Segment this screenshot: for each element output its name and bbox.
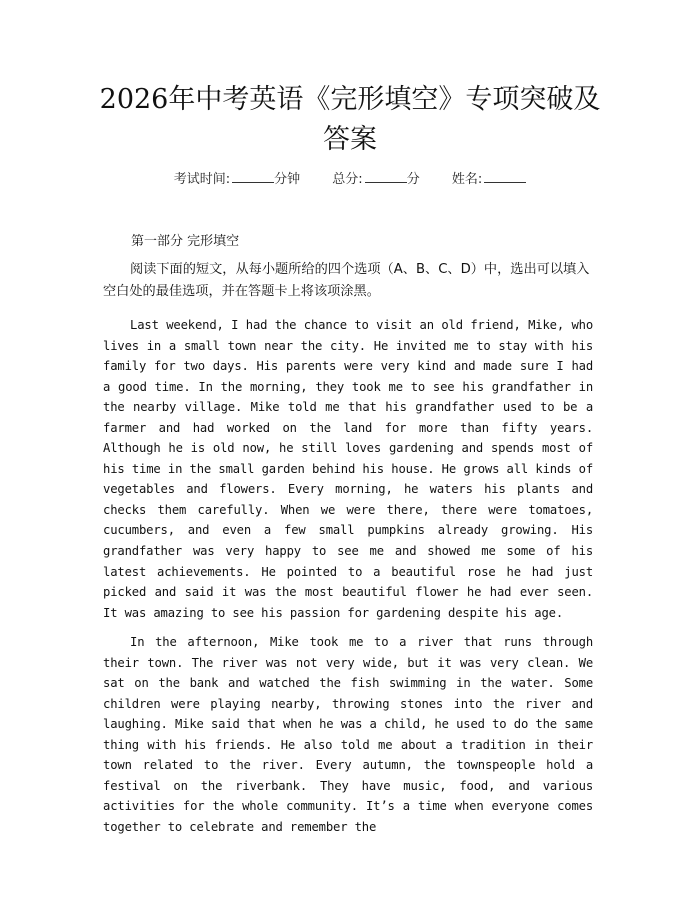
document-title: 2026年中考英语《完形填空》专项突破及答案 bbox=[99, 84, 601, 155]
score-label: 总分: bbox=[332, 172, 363, 187]
exam-score bbox=[332, 172, 424, 187]
passage-paragraph-2: In the afternoon, Mike took me to a river that runs through their town. The river was not very wide, but it was very clean. We sat on the bank and watched the fish swimming in the water. Some children were playing nearby, throwing stones into the river and laughing. Mike said that when he was a child, he used to do the same thing with his friends. He also told me about a tradition in their town related to the river. Every autumn, the townspeople hold a festival on the riverbank. They have music, food, and various activities for the whole community. It’s a time when everyone comes together to celebrate and remember the bbox=[103, 635, 593, 834]
time-unit: 分钟 bbox=[274, 172, 301, 187]
exam-name bbox=[452, 172, 526, 187]
time-label: 考试时间: bbox=[173, 172, 231, 187]
passage-paragraph-1: Last weekend, I had the chance to visit an old friend, Mike, who lives in a small town near the city. He invited me to stay with his family for two days. His parents were very kind and made sure I had a good time. In the morning, they took me to see his grandfather in the nearby village. Mike told me that his grandfather used to be a farmer and had worked on the land for more than fifty years. Although he is old now, he still loves gardening and spends most of his time in the small garden behind his house. He grows all kinds of vegetables and flowers. Every morning, he waters his plants and checks them carefully. When we were there, there were tomatoes, cucumbers, and even a few small pumpkins already growing. His grandfather was very happy to see me and showed me some of his latest achievements. He pointed to a beautiful rose he had just picked and said it was the most beautiful flower he had ever seen. It was amazing to see his passion for gardening despite his age. bbox=[103, 318, 593, 620]
instructions-text: 阅读下面的短文，从每小题所给的四个选项（A、B、C、D）中，选出可以填入空白处的最佳选项，并在答题卡上将该项涂黑。 bbox=[103, 262, 590, 299]
score-unit: 分 bbox=[406, 172, 420, 187]
name-blank bbox=[484, 170, 526, 183]
name-label: 姓名: bbox=[451, 172, 483, 187]
time-blank bbox=[232, 170, 274, 183]
score-blank bbox=[365, 170, 407, 183]
exam-meta bbox=[0, 168, 700, 187]
section-heading: 第一部分 完形填空 bbox=[131, 234, 240, 249]
exam-time bbox=[174, 172, 305, 187]
